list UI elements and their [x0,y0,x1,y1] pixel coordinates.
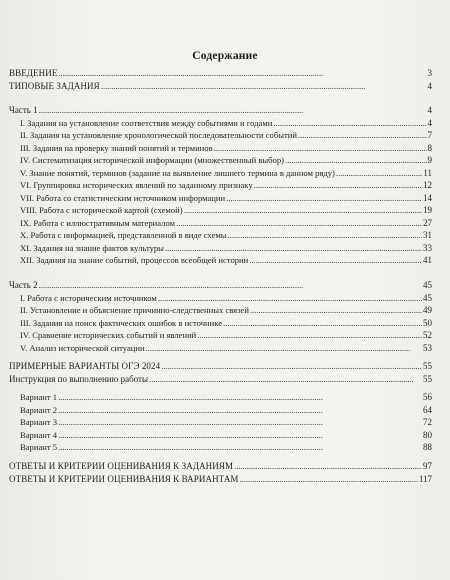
toc-entry-text: III. Задания на поиск фактических ошибок в источнике [20,317,223,328]
toc-entry-page: 45 [423,292,432,303]
toc-entry-text: ВВЕДЕНИЕ [9,68,58,78]
dot-leader [58,404,422,416]
dot-leader [249,254,422,266]
toc-entry-text: X. Работа с информацией, представленной в виде схемы [20,230,227,240]
toc-entry [20,167,432,179]
toc-entry-page: 9 [427,155,432,165]
toc-entry-text: V. Анализ исторической ситуации [20,342,145,353]
toc-entry-sample-variants [9,360,432,372]
toc-entry-text: V. Знание понятий, терминов (задание на выявление лишнего термина в данном ряду) [20,167,335,178]
toc-entry-page: 72 [423,417,432,427]
toc-entry [20,129,432,141]
toc-entry-page: 4 [427,117,432,128]
toc-entry-page: 14 [423,192,432,203]
toc-entry [20,117,432,129]
dot-leader [58,67,426,79]
toc-entry-page: 8 [427,142,432,153]
toc-entry-page: 52 [423,330,432,340]
toc-entry [20,317,432,329]
toc-entry-page: 45 [423,280,432,290]
toc-entry-text: ТИПОВЫЕ ЗАДАНИЯ [9,81,100,91]
toc-entry-page: 27 [423,217,432,228]
dot-leader [273,117,426,129]
dot-leader [223,317,422,329]
toc-entry-part-1 [9,104,432,116]
dot-leader [197,329,422,341]
dot-leader [58,416,422,428]
dot-leader [254,179,422,191]
toc-entry-text: Вариант 3 [20,417,58,427]
dot-leader [298,129,427,141]
toc-entry-part-2 [9,279,432,291]
dot-leader [58,429,422,441]
toc-entry-text: ОТВЕТЫ И КРИТЕРИИ ОЦЕНИВАНИЯ К ЗАДАНИЯМ [9,461,234,471]
toc-entry [20,192,432,204]
toc-entry-answers-tasks [9,460,432,472]
toc-entry [20,292,432,304]
toc-entry-text: IV. Систематизация исторической информации (множественный выбор) [20,155,284,165]
toc-entry-text: II. Установление и объяснение причинно-следственных связей [20,305,249,315]
toc-entry-page: 12 [423,180,432,190]
dot-leader [336,167,422,179]
toc-entry [20,242,432,254]
dot-leader [58,391,422,403]
toc-entry [20,154,432,166]
toc-entry-typical-tasks [9,80,432,92]
toc-entry-page: 64 [423,404,432,415]
toc-entry-text: Часть 2 [9,280,38,290]
toc-entry [20,229,432,241]
toc-entry-page: 56 [423,392,432,402]
toc-entry-page: 4 [427,81,432,91]
dot-leader [146,342,422,354]
toc-entry-text: IX. Работа с иллюстративным материалом [20,217,176,228]
toc-entry-text: VII. Работа со статистическим источником информации [20,192,226,203]
toc-entry-introduction [9,67,432,79]
toc-entry [20,142,432,154]
toc-entry-variant [20,404,432,416]
dot-leader [161,360,422,372]
toc-entry-text: Часть 1 [9,105,38,115]
toc-entry-page: 19 [423,205,432,215]
toc-entry-text: I. Задания на установление соответствия между событиями и годами [20,117,273,128]
toc-entry-text: ОТВЕТЫ И КРИТЕРИИ ОЦЕНИВАНИЯ К ВАРИАНТАМ [9,474,239,484]
dot-leader [149,373,422,385]
toc-entry-text: II. Задания на установление хронологической последовательности событий [20,130,297,140]
toc-entry-instructions [9,373,432,385]
toc-entry-page: 97 [423,461,432,471]
toc-entry-text: IV. Сравнение исторических событий и явлений [20,330,197,340]
page-title: Содержание [192,50,258,62]
toc-entry-variant [20,416,432,428]
toc-entry [20,217,432,229]
toc-entry-variant [20,429,432,441]
dot-leader [184,204,422,216]
toc-entry-page: 31 [423,230,432,240]
dot-leader [101,80,427,92]
dot-leader [176,217,422,229]
dot-leader [39,279,422,291]
toc-entry-page: 88 [423,442,432,452]
toc-entry-variant [20,441,432,453]
dot-leader [250,304,422,316]
toc-entry-page: 41 [423,255,432,265]
toc-entry-text: Инструкция по выполнению работы [9,373,149,384]
toc-entry-page: 80 [423,429,432,440]
toc-entry-text: Вариант 4 [20,429,58,440]
toc-entry-text: VI. Группировка исторических явлений по заданному признаку [20,180,253,190]
toc-entry-text: XI. Задания на знание фактов культуры [20,242,164,253]
toc-entry-text: ПРИМЕРНЫЕ ВАРИАНТЫ ОГЭ 2024 [9,361,161,371]
toc-entry-page: 7 [427,130,432,140]
dot-leader [58,441,422,453]
toc-entry-page: 11 [423,167,432,178]
toc-entry-page: 55 [423,361,432,371]
toc-entry [20,254,432,266]
dot-leader [226,192,422,204]
toc-entry [20,329,432,341]
toc-entry-page: 49 [423,305,432,315]
toc-entry-page: 3 [427,68,432,78]
toc-entry-page: 50 [423,317,432,328]
toc-entry-text: Вариант 1 [20,392,58,402]
toc-entry-text: III. Задания на проверку знаний понятий и терминов [20,142,213,153]
toc-entry [20,179,432,191]
toc-entry [20,304,432,316]
dot-leader [285,154,427,166]
toc-entry-page: 117 [418,474,432,484]
toc-entry-page: 4 [427,105,432,115]
toc-entry-text: XII. Задания на знание событий, процессов всеобщей истории [20,255,249,265]
toc-entry-text: VIII. Работа с исторической картой (схемой) [20,205,183,215]
toc-entry-text: I. Работа с историческим источником [20,292,157,303]
toc-entry-variant [20,391,432,403]
toc-entry-page: 55 [423,373,432,384]
toc-entry-page: 53 [423,342,432,353]
dot-leader [228,229,422,241]
toc-entry-text: Вариант 5 [20,442,58,452]
toc-entry [20,204,432,216]
dot-leader [214,142,427,154]
toc-entry-text: Вариант 2 [20,404,58,415]
toc-entry-answers-variants [9,473,432,485]
dot-leader [165,242,422,254]
dot-leader [240,473,418,485]
toc-entry-page: 33 [423,242,432,253]
dot-leader [234,460,422,472]
toc-entry [20,342,432,354]
dot-leader [158,292,422,304]
dot-leader [39,104,427,116]
